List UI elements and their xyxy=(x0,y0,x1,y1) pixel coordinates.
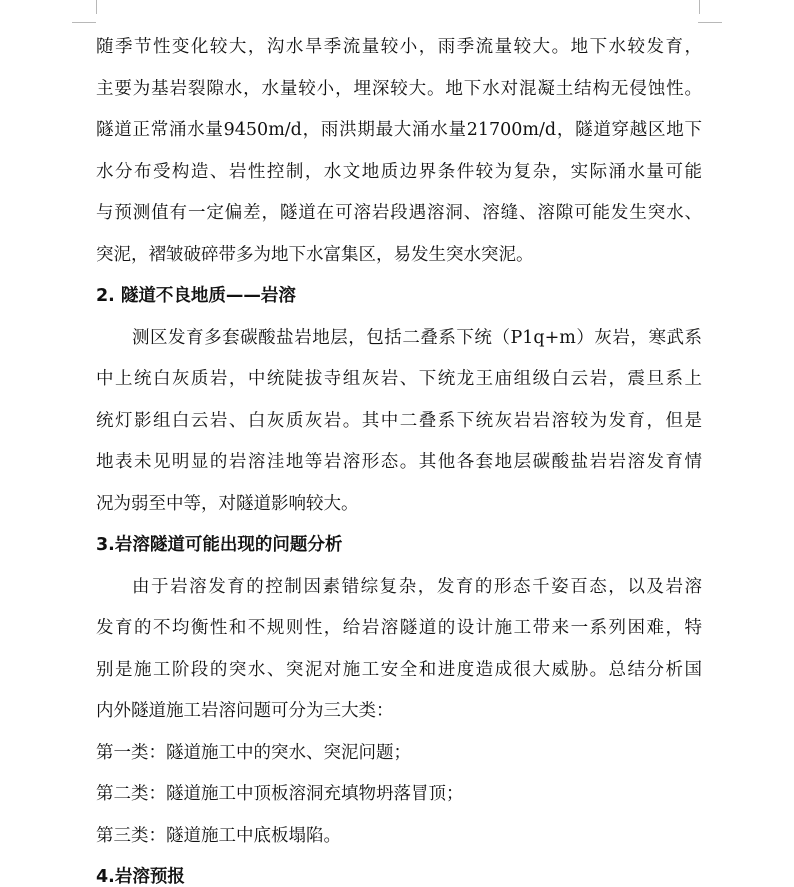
text-line: 统灯影组白云岩、白灰质灰岩。其中二叠系下统灰岩岩溶较为发育，但是 xyxy=(96,410,702,431)
section-heading: 4.岩溶预报 xyxy=(96,867,185,887)
text-line: 随季节性变化较大，沟水旱季流量较小，雨季流量较大。地下水较发育， xyxy=(96,37,702,57)
section-heading: 3.岩溶隧道可能出现的问题分析 xyxy=(96,535,343,555)
paragraph-problems xyxy=(96,567,702,733)
text-line: 地表未见明显的岩溶洼地等岩溶形态。其他各套地层碳酸盐岩岩溶发育情 xyxy=(96,452,702,472)
list-item: 第二类：隧道施工中顶板溶洞充填物坍落冒顶； xyxy=(96,784,464,804)
margin-corner-mark-right xyxy=(698,22,722,23)
page-top-edge xyxy=(96,0,700,14)
text-line: 由于岩溶发育的控制因素错综复杂，发育的形态千姿百态，以及岩溶 xyxy=(132,576,702,597)
text-line: 中上统白灰质岩，中统陡拔寺组灰岩、下统龙王庙组级白云岩，震旦系上 xyxy=(96,369,702,389)
text-line: 发育的不均衡性和不规则性，给岩溶隧道的设计施工带来一系列困难，特 xyxy=(96,618,702,638)
text-line: 别是施工阶段的突水、突泥对施工安全和进度造成很大威胁。总结分析国 xyxy=(96,659,702,680)
text-line: 隧道正常涌水量9450m/d，雨洪期最大涌水量21700m/d，隧道穿越区地下 xyxy=(96,120,702,140)
text-line: 测区发育多套碳酸盐岩地层，包括二叠系下统（P1q+m）灰岩，寒武系 xyxy=(132,327,702,348)
paragraph-karst xyxy=(96,318,702,526)
section-heading: 2. 隧道不良地质——岩溶 xyxy=(96,286,296,306)
list-item: 第一类：隧道施工中的突水、突泥问题； xyxy=(96,742,411,763)
text-line: 水分布受构造、岩性控制，水文地质边界条件较为复杂，实际涌水量可能 xyxy=(96,161,702,182)
document-body xyxy=(96,27,702,887)
text-line: 突泥，褶皱破碎带多为地下水富集区，易发生突水突泥。 xyxy=(96,244,534,265)
text-line: 况为弱至中等，对隧道影响较大。 xyxy=(96,493,359,514)
margin-corner-mark-left xyxy=(72,22,96,23)
list-item: 第三类：隧道施工中底板塌陷。 xyxy=(96,825,341,846)
paragraph-hydrogeology xyxy=(96,27,702,276)
text-line: 内外隧道施工岩溶问题可分为三大类： xyxy=(96,701,394,721)
text-line: 与预测值有一定偏差，隧道在可溶岩段遇溶洞、溶缝、溶隙可能发生突水、 xyxy=(96,203,702,223)
text-line: 主要为基岩裂隙水，水量较小，埋深较大。地下水对混凝土结构无侵蚀性。 xyxy=(96,78,702,99)
